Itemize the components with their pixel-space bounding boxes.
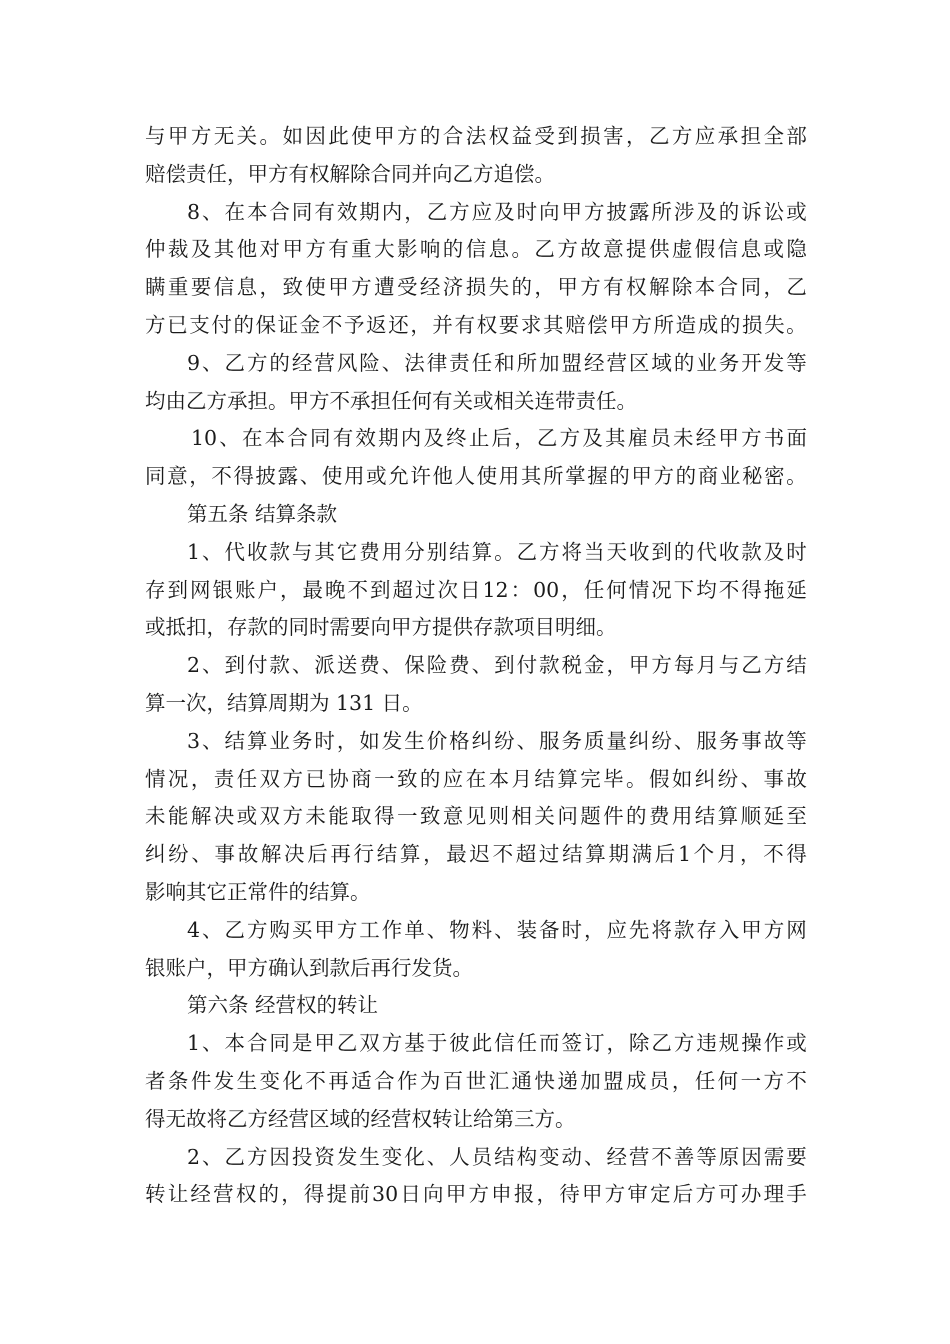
text-line: 转 让 经 营 权 的 ， 得 提 前 30 日 向 甲 方 申 报 ， 待 甲 方 审 定 后 方 可 办 理 手 [145, 1182, 807, 1207]
text-line: 10 、 在 本 合 同 有 效 期 内 及 终 止 后 ， 乙 方 及 其 雇 员 未 经 甲 方 书 面 [191, 426, 807, 451]
text-line: 2 、 到 付 款 、 派 送 费 、 保 险 费 、 到 付 款 税 金 ， 甲 方 每 月 与 乙 方 结 [187, 653, 807, 678]
text-line: 方 已 支 付 的 保 证 金 不 予 返 还 ， 并 有 权 要 求 其 赔 偿 甲 方 所 造 成 的 损 失 。 [145, 312, 807, 337]
text-line: 1 、 本 合 同 是 甲 乙 双 方 基 于 彼 此 信 任 而 签 订 ， 除 乙 方 违 规 操 作 或 [187, 1031, 807, 1056]
text-line: 同 意 ， 不 得 披 露 、 使 用 或 允 许 他 人 使 用 其 所 掌 握 的 甲 方 的 商 业 秘 密 。 [145, 464, 807, 489]
text-line: 仲 裁 及 其 他 对 甲 方 有 重 大 影 响 的 信 息 。 乙 方 故 意 提 供 虚 假 信 息 或 隐 [145, 237, 807, 262]
text-line: 得无故将乙方经营区域的经营权转让给第三方。 [145, 1106, 576, 1131]
text-line: 均由乙方承担。甲方不承担任何有关或相关连带责任。 [145, 388, 637, 413]
text-line: 赔偿责任，甲方有权解除合同并向乙方追偿。 [145, 161, 555, 186]
text-line: 情 况 ， 责 任 双 方 已 协 商 一 致 的 应 在 本 月 结 算 完 毕 。 假 如 纠 纷 、 事 故 [145, 766, 807, 791]
text-line: 1 、 代 收 款 与 其 它 费 用 分 别 结 算 。 乙 方 将 当 天 收 到 的 代 收 款 及 时 [187, 539, 807, 564]
text-line: 4 、 乙 方 购 买 甲 方 工 作 单 、 物 料 、 装 备 时 ， 应 先 将 款 存 入 甲 方 网 [187, 917, 807, 942]
text-line: 瞒 重 要 信 息 ， 致 使 甲 方 遭 受 经 济 损 失 的 ， 甲 方 有 权 解 除 本 合 同 ， 乙 [145, 275, 807, 300]
section-heading: 第六条 经营权的转让 [187, 993, 379, 1018]
text-line: 与 甲 方 无 关 。 如 因 此 使 甲 方 的 合 法 权 益 受 到 损 害 ， 乙 方 应 承 担 全 部 [145, 124, 807, 148]
text-line: 2 、 乙 方 因 投 资 发 生 变 化 、 人 员 结 构 变 动 、 经 营 不 善 等 原 因 需 要 [187, 1144, 807, 1169]
text-line: 纠 纷 、 事 故 解 决 后 再 行 结 算 ， 最 迟 不 超 过 结 算 期 满 后 1 个 月 ， 不 得 [145, 842, 807, 867]
document-body [145, 118, 807, 1214]
text-line: 存 到 网 银 账 户 ， 最 晚 不 到 超 过 次 日 12 ： 00 ， 任 何 情 况 下 均 不 得 拖 延 [145, 577, 807, 602]
text-line: 9 、 乙 方 的 经 营 风 险 、 法 律 责 任 和 所 加 盟 经 营 区 域 的 业 务 开 发 等 [187, 350, 807, 375]
text-line: 8 、 在 本 合 同 有 效 期 内 ， 乙 方 应 及 时 向 甲 方 披 露 所 涉 及 的 诉 讼 或 [187, 199, 807, 224]
text-line: 或抵扣，存款的同时需要向甲方提供存款项目明细。 [145, 615, 617, 640]
text-line: 银账户，甲方确认到款后再行发货。 [145, 955, 473, 980]
text-line: 未 能 解 决 或 双 方 未 能 取 得 一 致 意 见 则 相 关 问 题 件 的 费 用 结 算 顺 延 至 [145, 804, 807, 829]
text-line: 者 条 件 发 生 变 化 不 再 适 合 作 为 百 世 汇 通 快 递 加 盟 成 员 ， 任 何 一 方 不 [145, 1068, 807, 1093]
text-line: 算一次，结算周期为 131 日。 [145, 690, 423, 715]
section-heading: 第五条 结算条款 [187, 501, 338, 526]
text-line: 3 、 结 算 业 务 时 ， 如 发 生 价 格 纠 纷 、 服 务 质 量 纠 纷 、 服 务 事 故 等 [187, 728, 807, 753]
text-line: 影响其它正常件的结算。 [145, 879, 371, 904]
